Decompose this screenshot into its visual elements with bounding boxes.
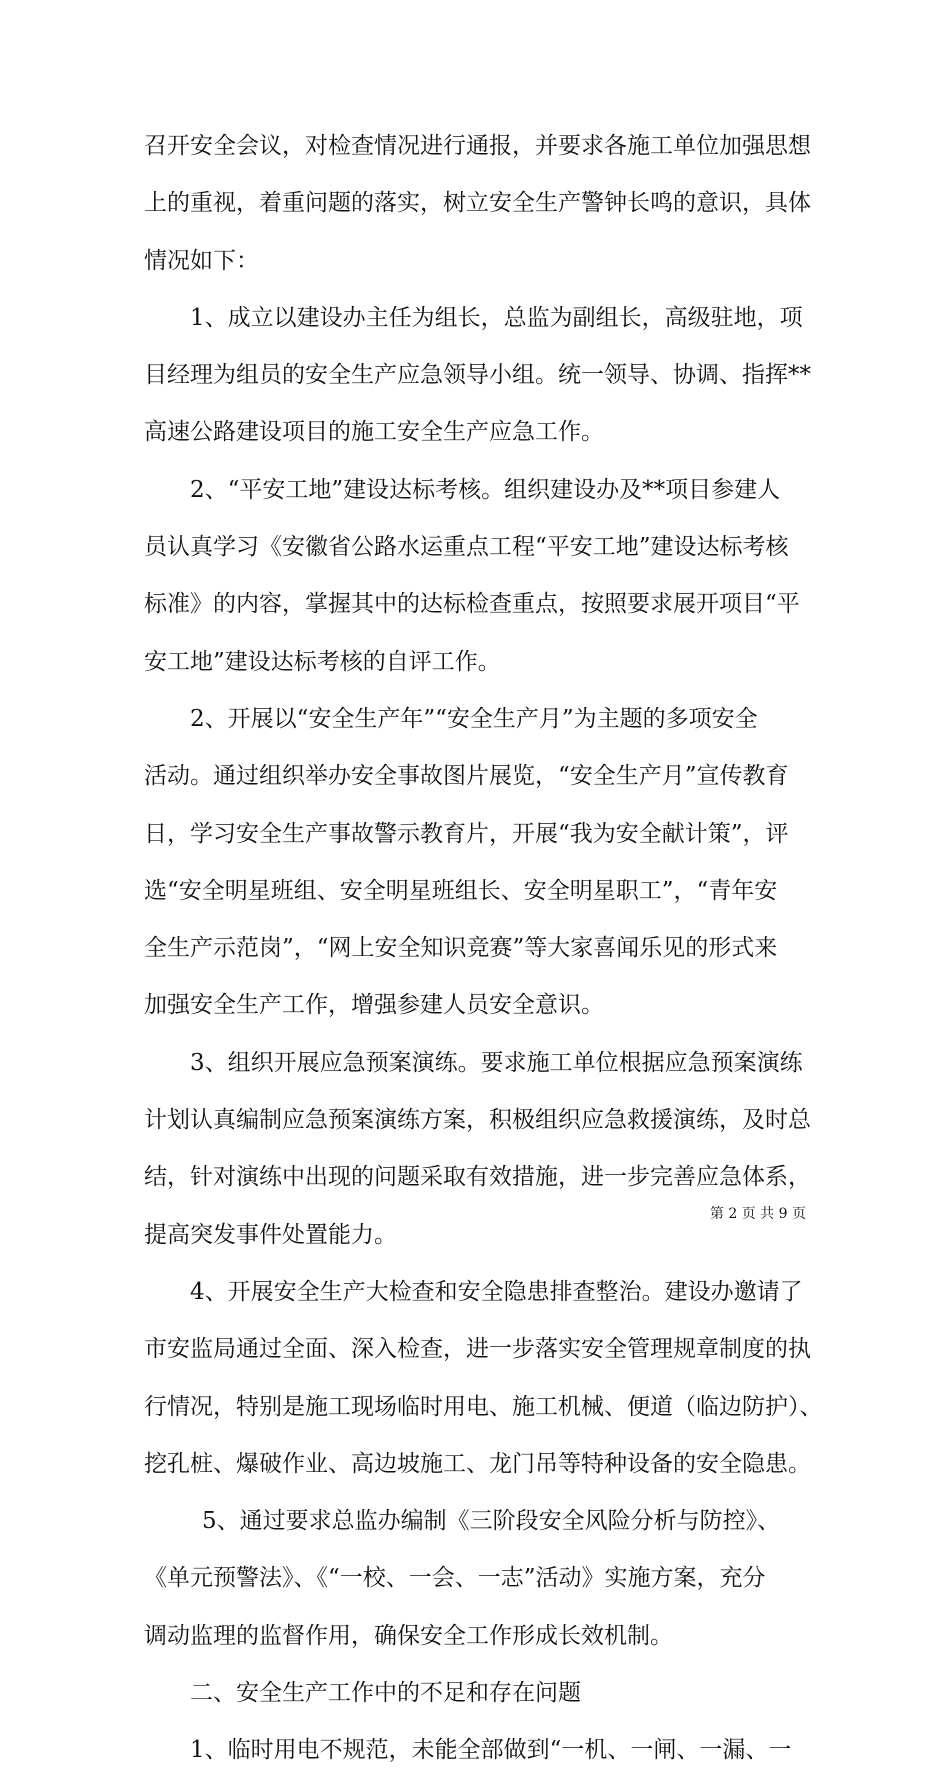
text-line: 上的重视，着重问题的落实，树立安全生产警钟长鸣的意识，具体 [144,190,811,217]
text-line: 标准》的内容，掌握其中的达标检查重点，按照要求展开项目“平 [144,591,800,618]
text-line: 高速公路建设项目的施工安全生产应急工作。 [144,419,604,446]
text-line: 选“安全明星班组、安全明星班组长、安全明星职工”，“青年安 [144,877,778,904]
text-line: 行情况，特别是施工现场临时用电、施工机械、便道（临边防护）、 [144,1393,823,1420]
text-line: 《单元预警法》、《“一校、一会、一志”活动》实施方案，充分 [144,1565,766,1592]
section-heading: 二、安全生产工作中的不足和存在问题 [190,1680,581,1707]
text-line: 提高突发事件处置能力。 [144,1221,397,1248]
text-line: 结，针对演练中出现的问题采取有效措施，进一步完善应急体系， [144,1164,811,1191]
paragraph-start-line: 2、开展以“安全生产年”“安全生产月”为主题的多项安全 [190,705,758,732]
document-body [144,118,824,1780]
text-line: 召开安全会议，对检查情况进行通报，并要求各施工单位加强思想 [144,133,811,159]
text-line: 计划认真编制应急预案演练方案，积极组织应急救援演练，及时总 [144,1107,811,1134]
text-line: 情况如下： [144,247,259,274]
paragraph-start-line: 4、开展安全生产大检查和安全隐患排查整治。建设办邀请了 [190,1278,803,1305]
text-line: 加强安全生产工作，增强参建人员安全意识。 [144,992,604,1019]
text-line: 挖孔桩、爆破作业、高边坡施工、龙门吊等特种设备的安全隐患。 [144,1450,811,1477]
text-line: 目经理为组员的安全生产应急领导小组。统一领导、协调、指挥** [144,362,811,389]
text-line: 日，学习安全生产事故警示教育片，开展“我为安全献计策”，评 [144,820,789,847]
text-line: 员认真学习《安徽省公路水运重点工程“平安工地”建设达标考核 [144,534,789,561]
paragraph-start-line: 1、成立以建设办主任为组长，总监为副组长，高级驻地，项 [190,304,803,331]
paragraph-start-line: 2、“平安工地”建设达标考核。组织建设办及**项目参建人 [190,476,781,503]
text-line: 活动。通过组织举办安全事故图片展览，“安全生产月”宣传教育 [144,763,789,790]
paragraph-start-line: 5、通过要求总监办编制《三阶段安全风险分析与防控》、 [202,1508,781,1535]
text-line: 市安监局通过全面、深入检查，进一步落实安全管理规章制度的执 [144,1336,811,1363]
paragraph-start-line: 3、组织开展应急预案演练。要求施工单位根据应急预案演练 [190,1049,803,1076]
page-number-footer: 第 2 页 共 9 页 [709,1206,806,1222]
text-line: 调动监理的监督作用，确保安全工作形成长效机制。 [144,1622,673,1649]
text-line: 全生产示范岗”，“网上安全知识竞赛”等大家喜闻乐见的形式来 [144,935,778,962]
text-line: 安工地”建设达标考核的自评工作。 [144,648,501,675]
paragraph-start-line: 1、临时用电不规范，未能全部做到“一机、一闸、一漏、一 [190,1737,792,1764]
